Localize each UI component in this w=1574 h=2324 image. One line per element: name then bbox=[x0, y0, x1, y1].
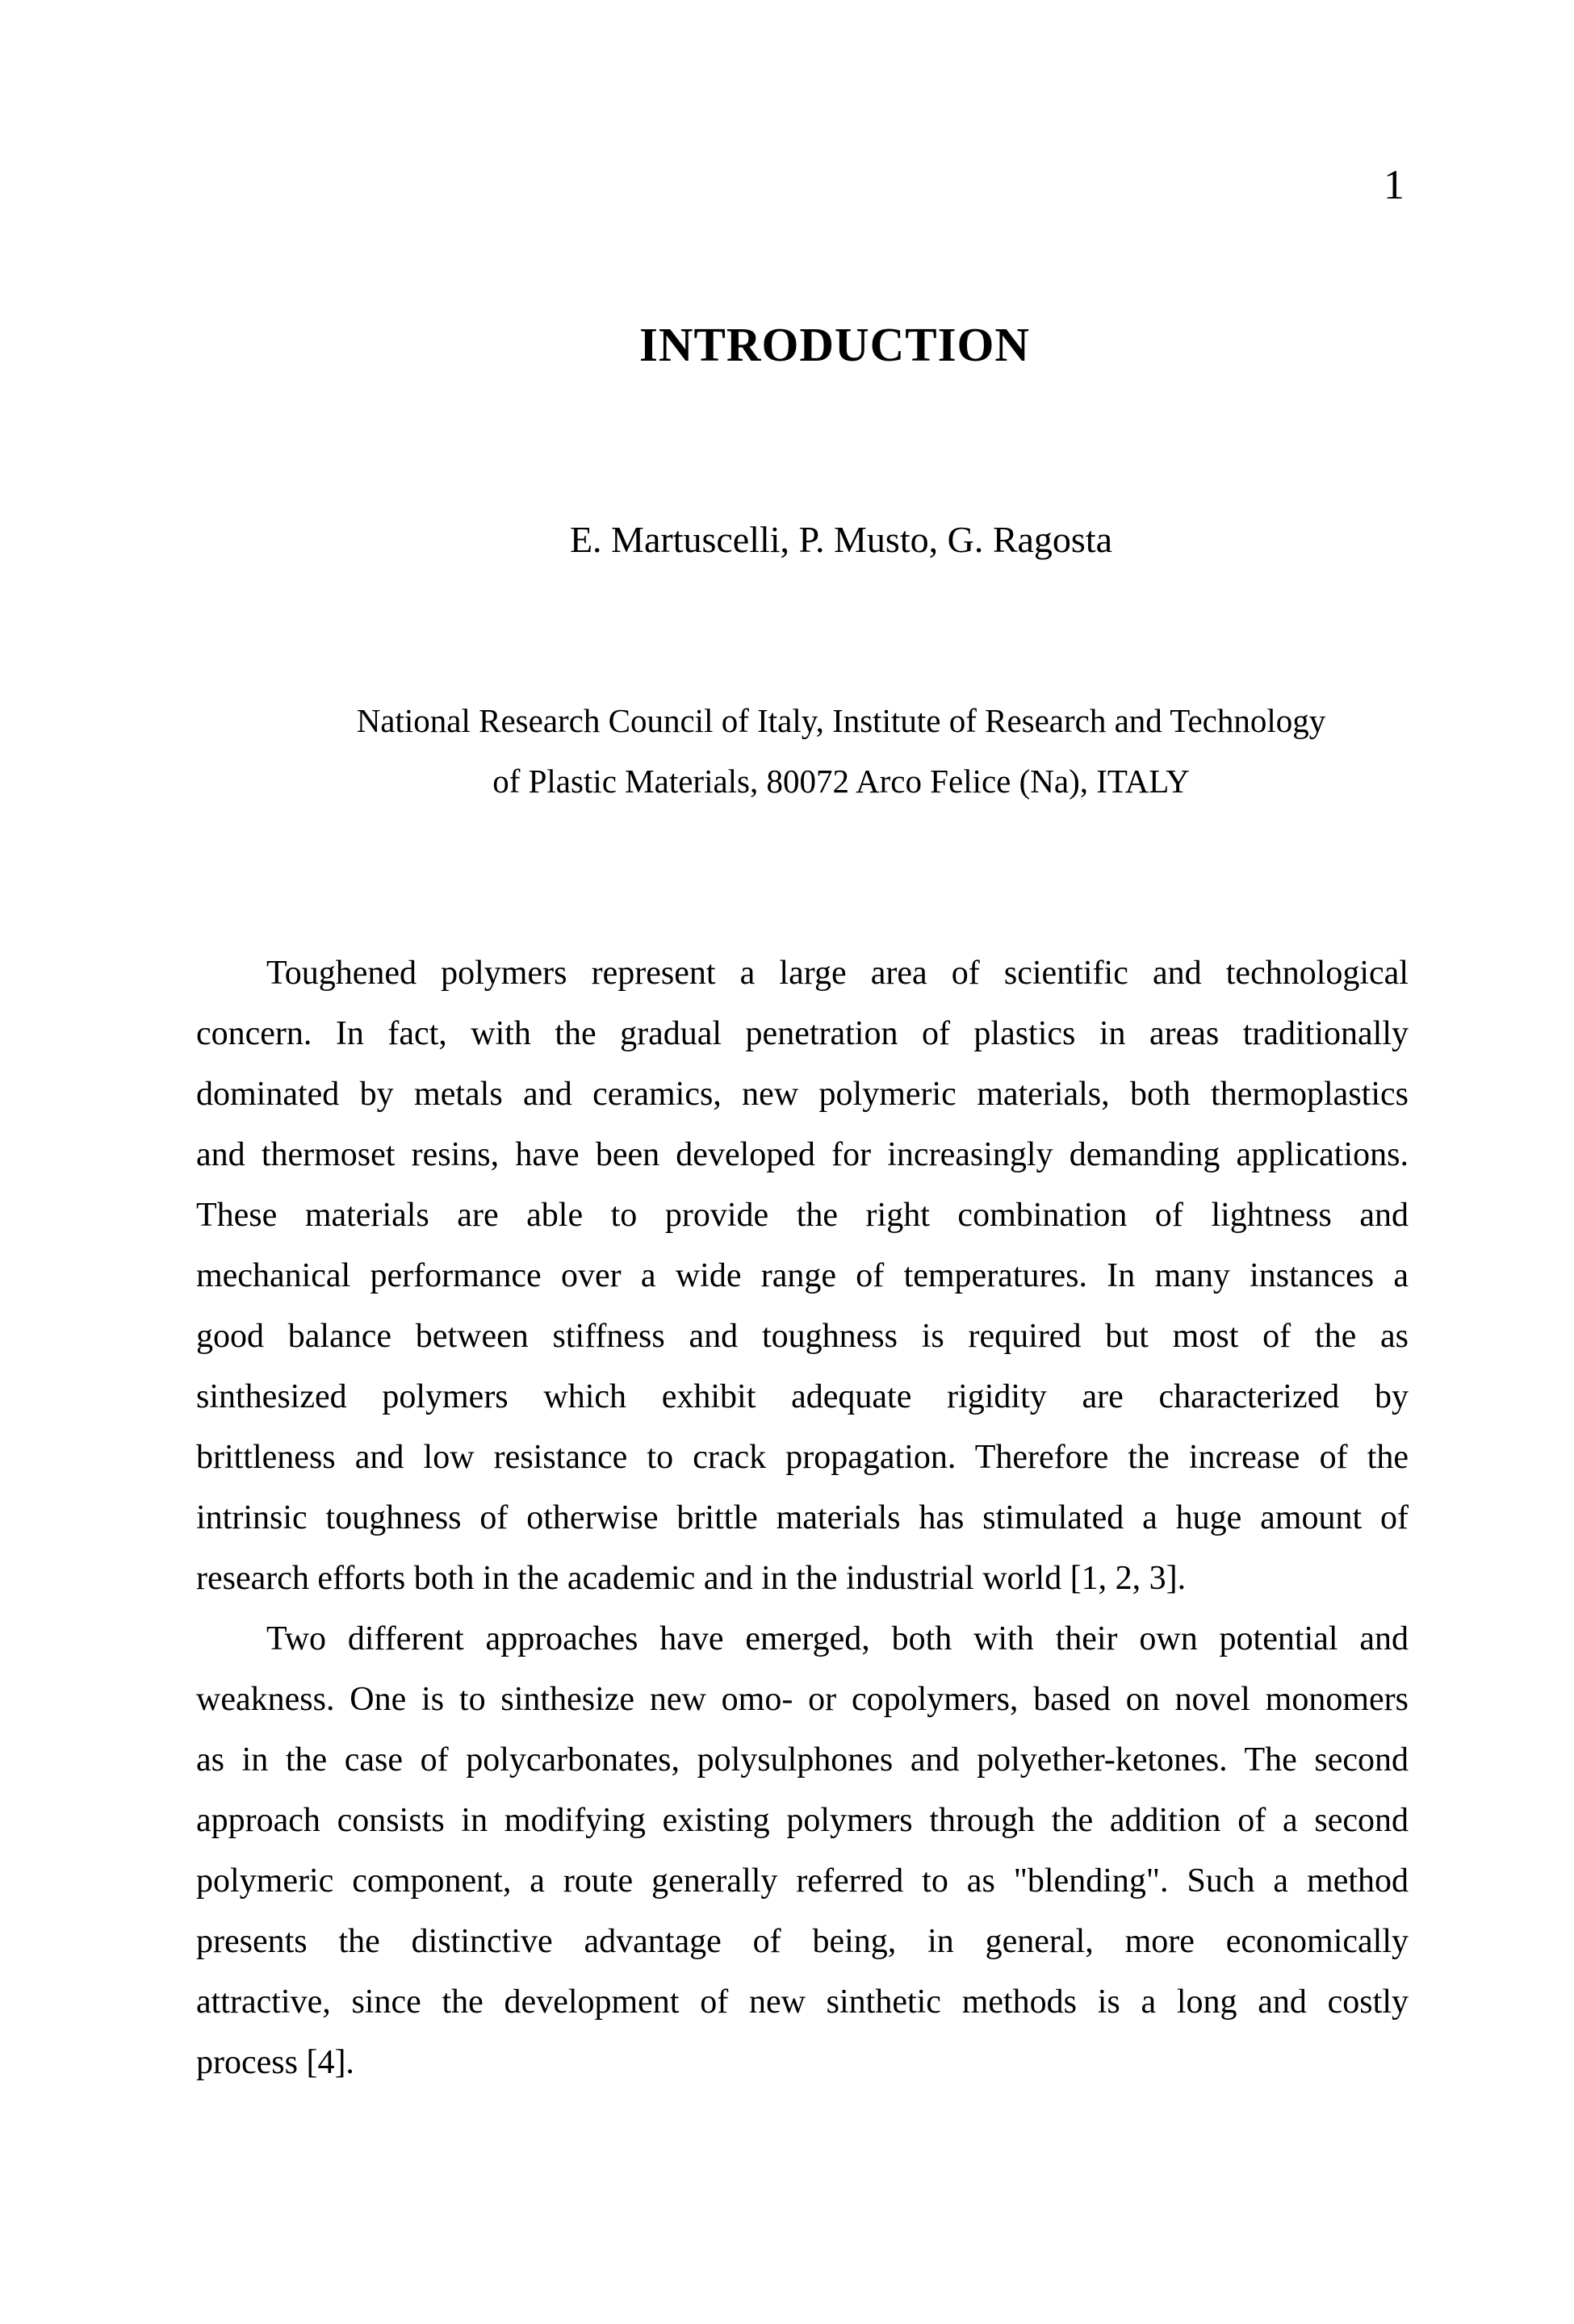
text-line: attractive, since the development of new sinthetic methods is a long and costly bbox=[196, 1983, 1409, 2021]
text-line: as in the case of polycarbonates, polysulphones and polyether-ketones. The second bbox=[196, 1741, 1409, 1779]
text-line: of Plastic Materials, 80072 Arco Felice (Na), ITALY bbox=[492, 763, 1190, 800]
text-line: concern. In fact, with the gradual penetration of plastics in areas traditionally bbox=[196, 1015, 1409, 1052]
page-number: 1 bbox=[1384, 162, 1404, 208]
text-line: Toughened polymers represent a large area of scientific and technological bbox=[266, 955, 1409, 992]
body-text bbox=[196, 943, 1409, 2093]
page-title: INTRODUCTION bbox=[638, 318, 1031, 371]
text-line: and thermoset resins, have been developed for increasingly demanding applications. bbox=[196, 1136, 1409, 1173]
text-line: research efforts both in the academic and in the industrial world [1, 2, 3]. bbox=[196, 1560, 1187, 1597]
text-line: sinthesized polymers which exhibit adequate rigidity are characterized by bbox=[196, 1378, 1409, 1415]
text-line: dominated by metals and ceramics, new polymeric materials, both thermoplastics bbox=[196, 1076, 1409, 1113]
paragraph-1 bbox=[196, 943, 1409, 1609]
text-line: good balance between stiffness and toughness is required but most of the as bbox=[196, 1318, 1409, 1355]
text-line: presents the distinctive advantage of being, in general, more economically bbox=[196, 1923, 1409, 1960]
paragraph-2 bbox=[196, 1609, 1409, 2093]
text-line: Two different approaches have emerged, both with their own potential and bbox=[266, 1620, 1409, 1657]
text-line: National Research Council of Italy, Institute of Research and Technology bbox=[356, 702, 1326, 739]
text-line: brittleness and low resistance to crack propagation. Therefore the increase of the bbox=[196, 1439, 1409, 1476]
text-line: polymeric component, a route generally referred to as "blending". Such a method bbox=[196, 1862, 1409, 1900]
affiliation bbox=[236, 691, 1446, 812]
text-line: process [4]. bbox=[196, 2044, 354, 2081]
authors-line: E. Martuscelli, P. Musto, G. Ragosta bbox=[569, 519, 1113, 560]
text-line: mechanical performance over a wide range of temperatures. In many instances a bbox=[196, 1257, 1409, 1294]
text-line: weakness. One is to sinthesize new omo- or copolymers, based on novel monomers bbox=[196, 1681, 1409, 1718]
text-line: These materials are able to provide the right combination of lightness and bbox=[196, 1197, 1409, 1234]
text-line: intrinsic toughness of otherwise brittle materials has stimulated a huge amount of bbox=[196, 1499, 1409, 1536]
text-line: approach consists in modifying existing polymers through the addition of a second bbox=[196, 1802, 1409, 1839]
